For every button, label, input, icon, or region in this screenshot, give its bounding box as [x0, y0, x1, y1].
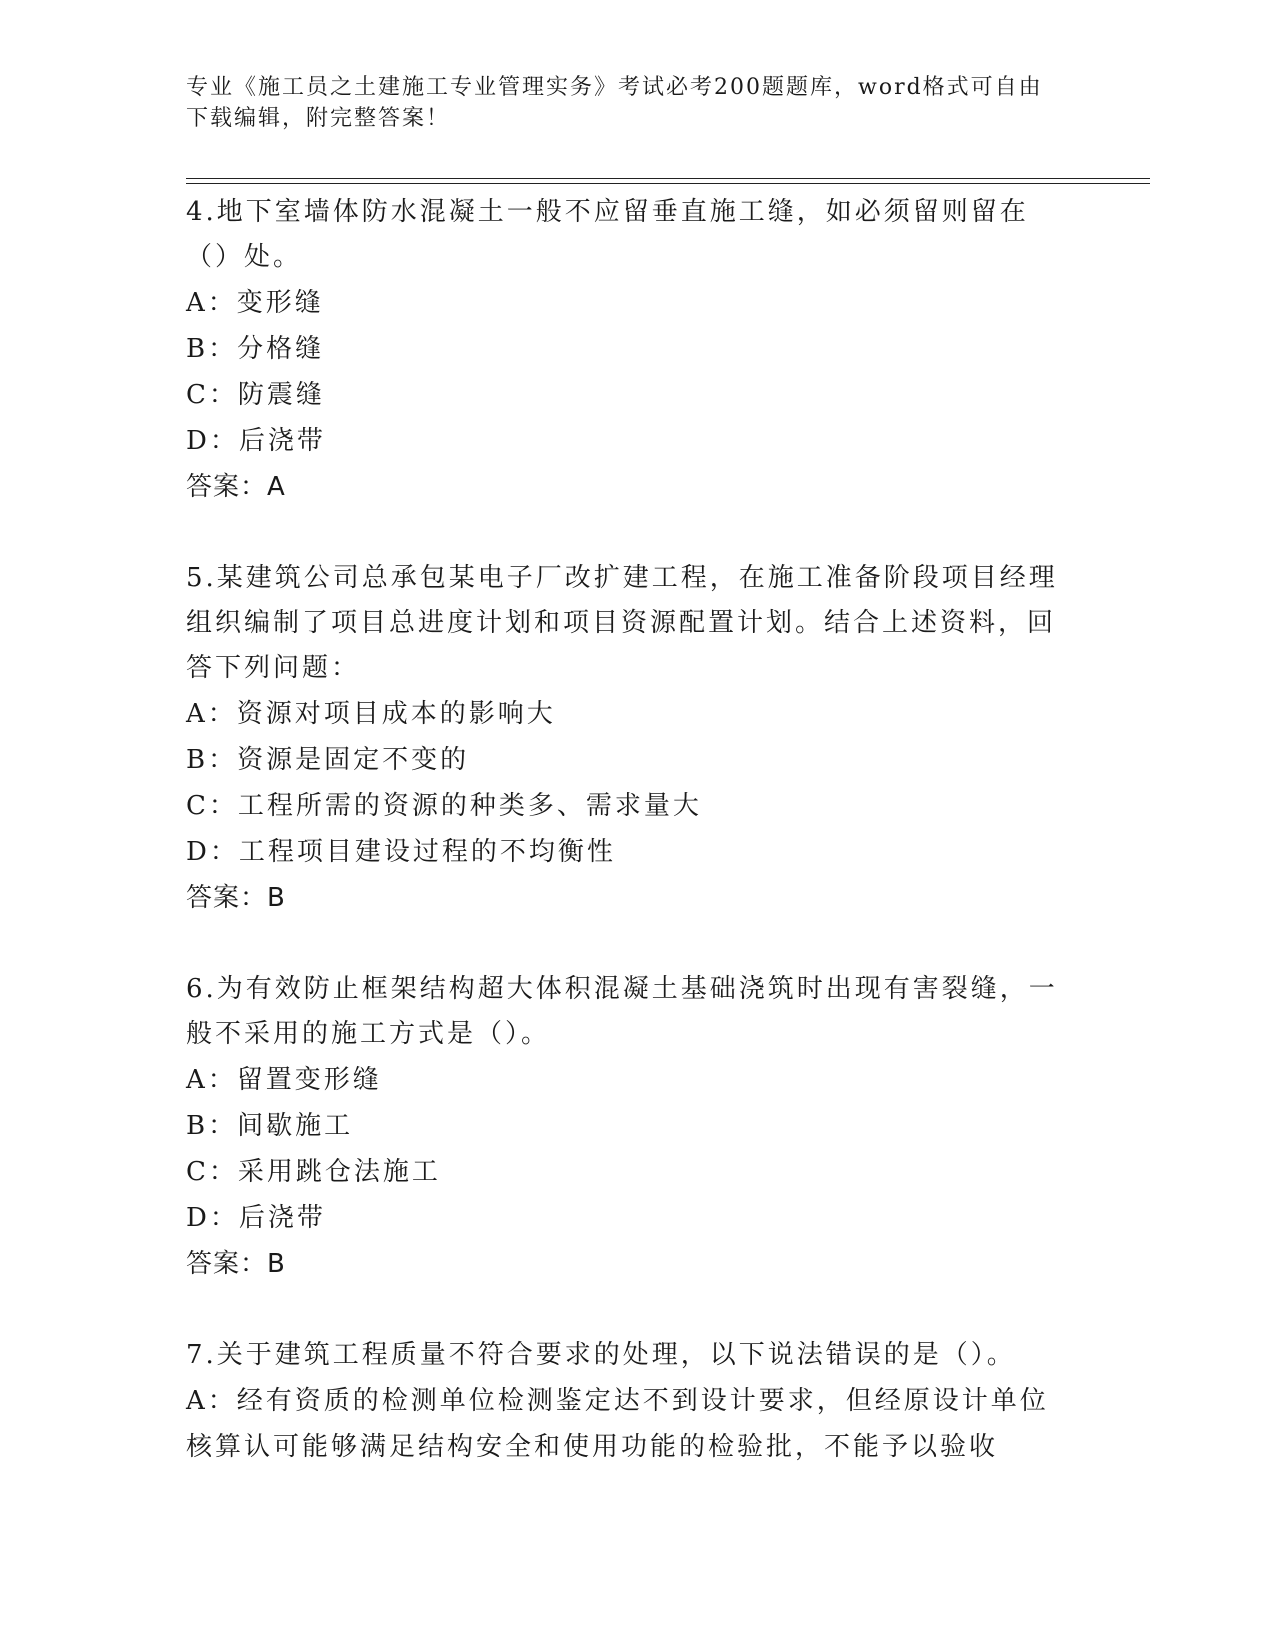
option-letter: B：: [186, 745, 238, 775]
option-letter: D：: [186, 426, 239, 456]
header-rule-top: [186, 178, 1150, 179]
option-d: [186, 829, 1066, 875]
question-5: [186, 556, 1066, 921]
question-7: [186, 1333, 1066, 1470]
option-letter: A：: [186, 699, 237, 729]
question-6: [186, 967, 1066, 1287]
question-list: [186, 190, 1066, 1516]
document-header: 专业《施工员之土建施工专业管理实务》考试必考200题题库，word格式可自由下载编辑，附完整答案！: [186, 75, 1043, 131]
option-a: [186, 1057, 1066, 1103]
question-stem: 6.为有效防止框架结构超大体积混凝土基础浇筑时出现有害裂缝，一般不采用的施工方式是（）。: [186, 974, 1058, 1049]
option-letter: C：: [186, 1157, 238, 1187]
option-text: 防震缝: [237, 380, 325, 410]
option-a: [186, 691, 1066, 737]
option-text: 间歇施工: [237, 1111, 354, 1141]
option-a: [186, 1378, 1066, 1470]
option-text: 留置变形缝: [236, 1065, 382, 1095]
option-text: 后浇带: [238, 426, 326, 456]
option-text: 分格缝: [237, 334, 325, 364]
option-text: 变形缝: [236, 288, 324, 318]
question-4: [186, 190, 1066, 510]
option-text: 经有资质的检测单位检测鉴定达不到设计要求，但经原设计单位核算认可能够满足结构安全和使用功能的检验批，不能予以验收: [186, 1386, 1049, 1462]
option-c: [186, 372, 1066, 418]
option-b: [186, 1103, 1066, 1149]
option-letter: A：: [186, 288, 237, 318]
header-rule-bottom: [186, 183, 1150, 184]
answer-line: 答案：B: [186, 883, 286, 913]
option-c: [186, 1149, 1066, 1195]
option-text: 工程所需的资源的种类多、需求量大: [237, 791, 702, 821]
option-letter: A：: [186, 1386, 237, 1416]
question-stem: 7.关于建筑工程质量不符合要求的处理，以下说法错误的是（）。: [186, 1340, 1016, 1370]
answer-line: 答案：A: [186, 472, 286, 502]
answer-line: 答案：B: [186, 1249, 286, 1279]
option-c: [186, 783, 1066, 829]
option-letter: B：: [186, 334, 238, 364]
option-text: 资源是固定不变的: [237, 745, 470, 775]
option-letter: B：: [186, 1111, 238, 1141]
option-letter: C：: [186, 380, 238, 410]
option-text: 工程项目建设过程的不均衡性: [238, 837, 616, 867]
option-letter: A：: [186, 1065, 237, 1095]
question-stem: 5.某建筑公司总承包某电子厂改扩建工程，在施工准备阶段项目经理组织编制了项目总进度计划和项目资源配置计划。结合上述资料，回答下列问题：: [186, 563, 1058, 683]
option-a: [186, 280, 1066, 326]
option-letter: D：: [186, 1203, 239, 1233]
option-text: 采用跳仓法施工: [237, 1157, 441, 1187]
question-stem: 4.地下室墙体防水混凝土一般不应留垂直施工缝，如必须留则留在（）处。: [186, 197, 1029, 272]
option-b: [186, 326, 1066, 372]
option-d: [186, 1195, 1066, 1241]
option-text: 资源对项目成本的影响大: [236, 699, 556, 729]
option-text: 后浇带: [238, 1203, 326, 1233]
option-letter: D：: [186, 837, 239, 867]
option-letter: C：: [186, 791, 238, 821]
option-d: [186, 418, 1066, 464]
option-b: [186, 737, 1066, 783]
